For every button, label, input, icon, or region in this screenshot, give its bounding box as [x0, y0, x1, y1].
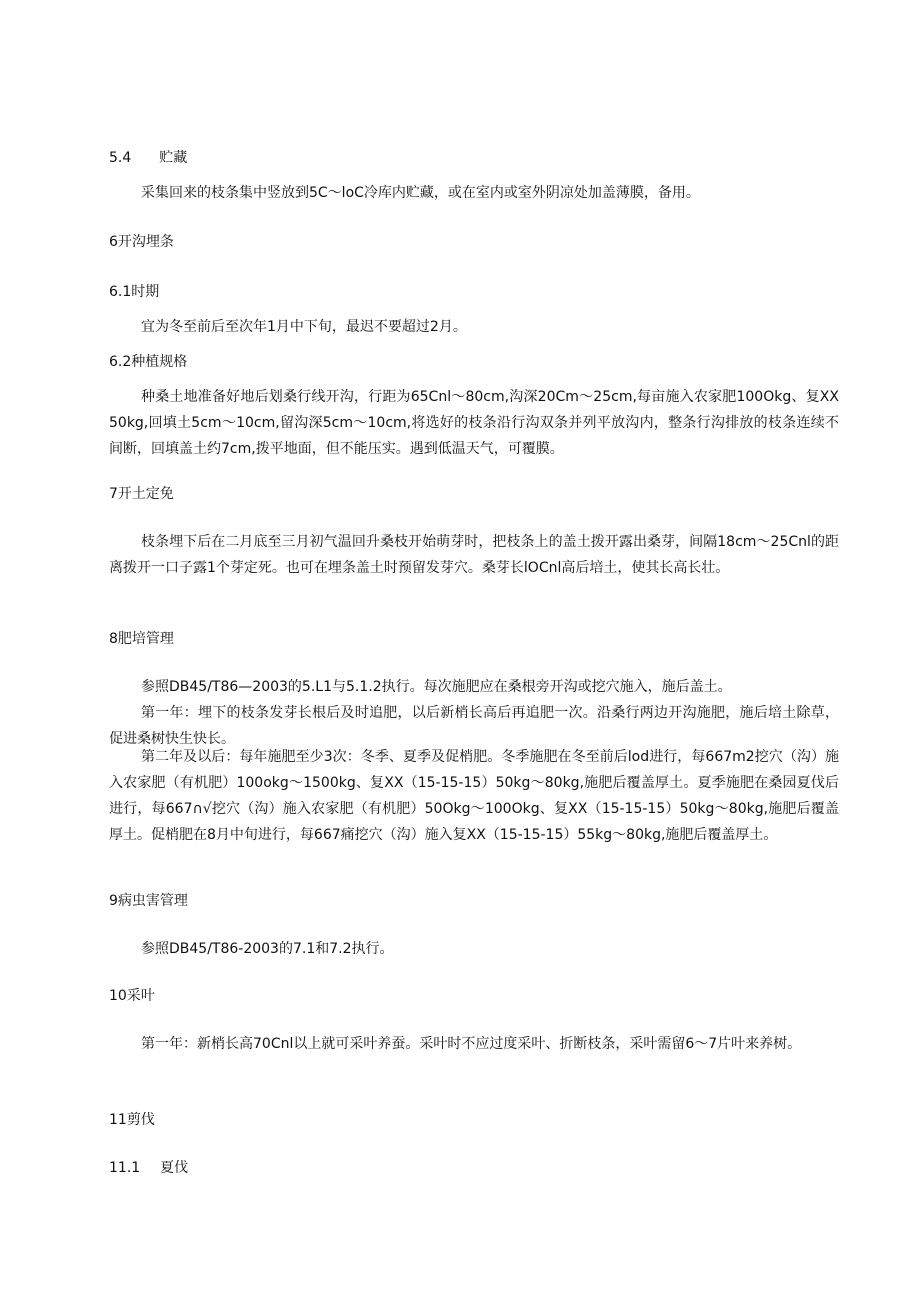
heading-6-2: 6.2种植规格: [109, 354, 188, 370]
heading-10: 10采叶: [109, 988, 155, 1004]
paragraph-6-1: 宜为冬至前后至次年1月中下旬，最迟不要超过2月。: [141, 319, 467, 335]
paragraph-8-a: 参照DB45/T86—2003的5.L1与5.1.2执行。每次施肥应在桑根旁开沟或挖穴施入，施后盖土。: [141, 679, 732, 695]
paragraph-7: 枝条埋下后在二月底至三月初气温回升桑枝开始萌芽时，把枝条上的盖土拨开露出桑芽，间隔18cm～25Cnl的距离拨开一口子露1个芽定死。也可在埋条盖土时预留发芽穴。桑芽长lOCnl高后培土，使其长高长壮。: [109, 534, 839, 576]
paragraph-9: 参照DB45/T86-2003的7.1和7.2执行。: [141, 941, 394, 957]
paragraph-10: 第一年：新梢长高70Cnl以上就可采叶养蚕。采叶时不应过度采叶、折断枝条，采叶需留6～7片叶来养树。: [141, 1036, 802, 1052]
paragraph-8-b: 第一年：埋下的枝条发芽长根后及时追肥，以后新梢长高后再追肥一次。沿桑行两边开沟施肥，施后培土除草，促进桑树快生快长。: [109, 705, 839, 747]
heading-11-1: [109, 1158, 188, 1178]
heading-5-4: [109, 148, 187, 168]
heading-9: 9病虫害管理: [109, 893, 188, 909]
paragraph-6-2: 种桑土地准备好地后划桑行线开沟，行距为65Cnl～80cm,沟深20Cm～25cm,每亩施入农家肥100Okg、复XX50kg,回填土5cm～10cm,留沟深5cm～10cm,将选好的枝条沿行沟双条并列平放沟内，整条行沟排放的枝条连续不间断，回填盖土约7cm,拨平地面，但不能压实。遇到低温天气，可覆膜。: [109, 389, 839, 457]
heading-number: 11.1: [109, 1160, 141, 1176]
heading-title: 夏伐: [160, 1160, 189, 1176]
heading-6-1: 6.1时期: [109, 284, 160, 300]
heading-8: 8肥培管理: [109, 631, 174, 647]
heading-7: 7开土定免: [109, 486, 174, 502]
paragraph-5-4: 采集回来的枝条集中竖放到5C～loC冷库内贮藏，或在室内或室外阴凉处加盖薄膜，备用。: [141, 185, 700, 201]
heading-number: 5.4: [109, 150, 132, 166]
heading-title: 贮藏: [159, 150, 188, 166]
heading-11: 11剪伐: [109, 1112, 155, 1128]
heading-6: 6开沟埋条: [109, 234, 174, 250]
paragraph-8-c: 第二年及以后：每年施肥至少3次：冬季、夏季及促梢肥。冬季施肥在冬至前后lod进行，每667m2挖穴（沟）施入农家肥（有机肥）100okg～1500kg、复XX（15-15-15）50kg～80kg,施肥后覆盖厚土。夏季施肥在桑园夏伐后进行，每667∩√挖穴（沟）施入农家肥（有机肥）50Okg～100Okg、复XX（15-15-15）50kg～80kg,施肥后覆盖厚土。促梢肥在8月中旬进行，每667痛挖穴（沟）施入复XX（15-15-15）55kg～80kg,施肥后覆盖厚土。: [109, 749, 839, 843]
